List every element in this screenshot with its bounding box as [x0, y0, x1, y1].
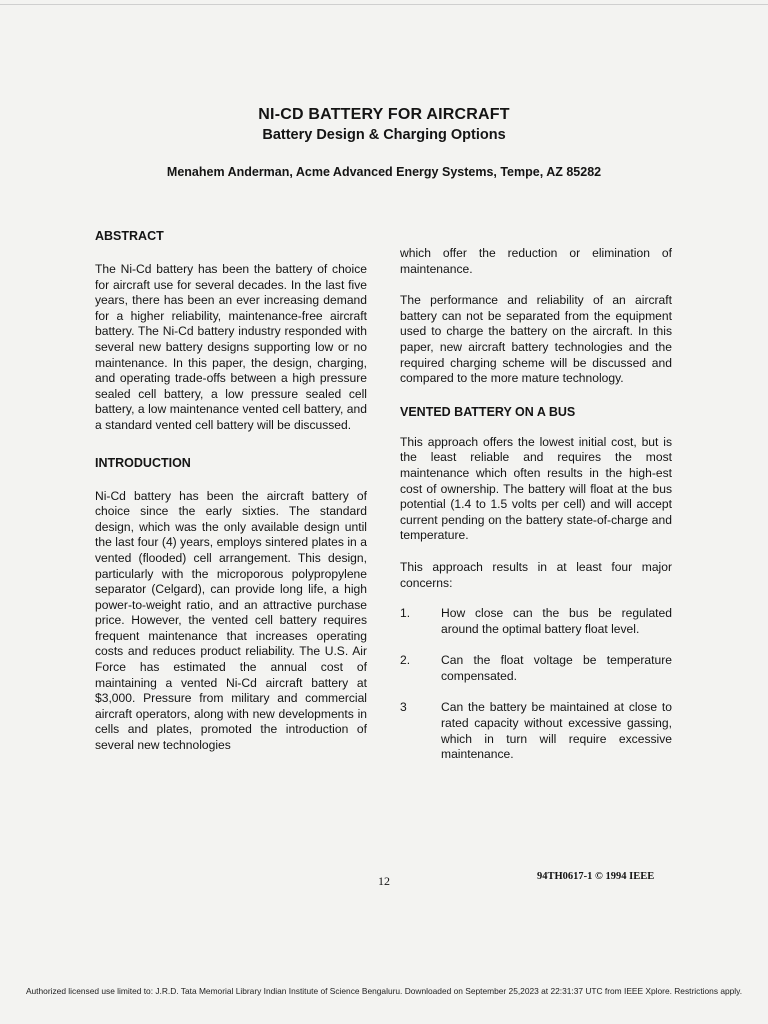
concerns-intro: This approach results in at least four major concerns:	[400, 559, 672, 590]
right-column	[400, 246, 672, 763]
license-footer: Authorized licensed use limited to: J.R.D. Tata Memorial Library Indian Institute of Science Bengaluru. Downloaded on September 25,2023 at 22:31:37 UTC from IEEE Xplore. Restrictions apply.	[25, 986, 743, 996]
author-line: Menahem Anderman, Acme Advanced Energy Systems, Tempe, AZ 85282	[166, 165, 602, 179]
list-item-number: 1.	[400, 606, 411, 621]
copyright-notice: 94TH0617-1 © 1994 IEEE	[537, 871, 655, 882]
list-item-text: Can the battery be maintained at close to rated capacity without excessive gassing, which in turn will require excessive maintenance.	[441, 700, 672, 762]
abstract-text: The Ni-Cd battery has been the battery of choice for aircraft use for several decades. In the last five years, there has been an ever increasing demand for a higher reliability, maintenance-free aircraft battery. The Ni-Cd battery industry responded with several new battery designs supporting low or no maintenance. In this paper, the design, charging, and operating trade-offs between a high pressure sealed cell battery, a low pressure sealed cell battery, a low maintenance vented cell battery, and a standard vented cell battery will be discussed.	[95, 262, 367, 432]
continuation-text: which offer the reduction or elimination of maintenance.	[400, 246, 672, 276]
left-column	[95, 228, 367, 754]
paper-title: NI-CD BATTERY FOR AIRCRAFT	[258, 106, 510, 123]
vented-battery-text: This approach offers the lowest initial cost, but is the least reliable and requires the most maintenance which often results in the high-est cost of ownership. The battery will float at the bus potential (1.4 to 1.5 volts per cell) and will accept current pending on the battery state-of-charge and temperature.	[400, 434, 672, 543]
page-number: 12	[378, 874, 390, 888]
list-item-text: Can the float voltage be temperature compensated.	[441, 653, 672, 683]
concerns-list	[400, 606, 672, 763]
introduction-text: Ni-Cd battery has been the aircraft battery of choice since the early sixties. The standard design, which was the only available design until the last four (4) years, employs sintered plates in a vented (flooded) cell arrangement. This design, particularly with the microporous polypropylene separator (Celgard), can provide long life, a high power-to-weight ratio, and an attractive purchase price. However, the vented cell battery requires frequent maintenance that increases operating costs and reduces product reliability. The U.S. Air Force has estimated the annual cost of maintaining a vented Ni-Cd aircraft battery at $3,000. Pressure from military and commercial aircraft operators, along with new developments in cells and plates, promoted the introduction of several new technologies	[95, 488, 367, 753]
paper-subtitle: Battery Design & Charging Options	[262, 127, 506, 143]
list-item	[400, 700, 672, 762]
list-item-number: 2.	[400, 653, 411, 668]
charging-paragraph: The performance and reliability of an aircraft battery can not be separated from the equipment used to charge the battery on the aircraft. In this paper, new aircraft battery technologies and the required charging scheme will be discussed and compared to the more mature technology.	[400, 293, 672, 386]
list-item-text: How close can the bus be regulated around the optimal battery float level.	[441, 606, 672, 636]
top-rule	[0, 4, 768, 5]
list-item	[400, 653, 672, 684]
list-item-number: 3	[400, 700, 407, 715]
introduction-heading: INTRODUCTION	[95, 455, 191, 470]
vented-battery-heading: VENTED BATTERY ON A BUS	[400, 404, 576, 419]
abstract-heading: ABSTRACT	[95, 229, 164, 243]
paper-header	[0, 104, 768, 144]
list-item	[400, 606, 672, 637]
